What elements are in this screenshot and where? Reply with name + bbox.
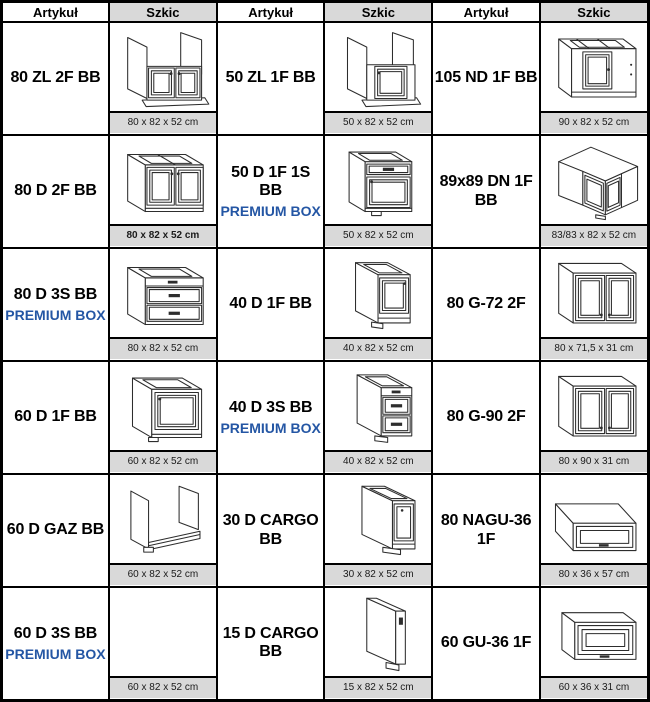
sketch-wrap [325, 24, 431, 133]
cabinet-sketch [325, 589, 431, 676]
sketch-cell [324, 248, 432, 361]
dimensions-label: 40 x 82 x 52 cm [325, 450, 431, 472]
table-body [2, 22, 649, 700]
article-name: 60 D GAZ BB [6, 521, 105, 539]
sketch-wrap [110, 589, 216, 698]
article-cell [2, 361, 109, 474]
sketch-cell [540, 361, 649, 474]
article-name: 80 NAGU-36 1F [440, 512, 532, 548]
dimensions-label: 80 x 82 x 52 cm [110, 224, 216, 246]
article-cell [2, 474, 109, 587]
product-row [2, 361, 649, 474]
sketch-wrap [110, 363, 216, 472]
sketch-cell [109, 22, 217, 135]
g-2f-icon [541, 364, 647, 450]
article-cell [432, 587, 539, 700]
sketch-wrap [541, 589, 647, 698]
sketch-wrap [541, 476, 647, 585]
dimensions-label: 60 x 82 x 52 cm [110, 563, 216, 585]
article-name: 80 ZL 2F BB [10, 69, 101, 87]
dimensions-label: 60 x 82 x 52 cm [110, 450, 216, 472]
sketch-cell [324, 474, 432, 587]
header-szkic: Szkic [324, 2, 432, 23]
dimensions-label: 80 x 90 x 31 cm [541, 450, 647, 472]
article-name: 40 D 3S BB [228, 398, 313, 416]
article-name: 30 D CARGO BB [222, 512, 319, 548]
article-cell [432, 361, 539, 474]
cabinet-sketch [325, 137, 431, 224]
sketch-cell [109, 587, 217, 700]
cabinet-sketch [110, 363, 216, 450]
article-cell [217, 22, 324, 135]
article-cell [432, 22, 539, 135]
d-gaz-icon [110, 477, 216, 563]
sketch-wrap [110, 137, 216, 246]
sketch-wrap [325, 589, 431, 698]
article-cell [217, 248, 324, 361]
sketch-wrap [110, 476, 216, 585]
cabinet-sketch [325, 476, 431, 563]
dimensions-label: 80 x 82 x 52 cm [110, 111, 216, 133]
cabinet-sketch [325, 24, 431, 111]
sketch-cell [540, 22, 649, 135]
cargo-15-icon [325, 589, 431, 675]
sketch-cell [324, 135, 432, 248]
cabinet-sketch [541, 250, 647, 337]
dimensions-label: 15 x 82 x 52 cm [325, 676, 431, 698]
dimensions-label: 90 x 82 x 52 cm [541, 111, 647, 133]
dimensions-label: 83/83 x 82 x 52 cm [541, 224, 647, 246]
sketch-wrap [541, 24, 647, 133]
product-row [2, 587, 649, 700]
article-cell [217, 587, 324, 700]
dimensions-label: 60 x 82 x 52 cm [110, 676, 216, 698]
sketch-wrap [541, 137, 647, 246]
dimensions-label: 30 x 82 x 52 cm [325, 563, 431, 585]
d-3s-80-icon [110, 251, 216, 337]
sketch-cell [540, 248, 649, 361]
header-szkic: Szkic [540, 2, 649, 23]
cabinet-sketch [325, 250, 431, 337]
nagu-36-icon [541, 477, 647, 563]
nd-1f-icon [541, 25, 647, 111]
article-name: 80 G-72 2F [446, 295, 526, 313]
cabinet-sketch [541, 24, 647, 111]
header-szkic: Szkic [109, 2, 217, 23]
article-name: 80 D 2F BB [14, 182, 97, 200]
product-row [2, 248, 649, 361]
article-name: 80 G-90 2F [446, 408, 526, 426]
d-3s-40-icon [325, 364, 431, 450]
dn-1f-icon [541, 138, 647, 224]
sink-2f-icon [110, 25, 216, 111]
d-3s-60-icon [110, 589, 216, 675]
sketch-cell [540, 587, 649, 700]
d-2f-icon [110, 138, 216, 224]
article-name: 60 GU-36 1F [440, 634, 532, 652]
article-name: 105 ND 1F BB [434, 69, 538, 87]
sketch-cell [109, 135, 217, 248]
article-name: 40 D 1F BB [229, 295, 312, 313]
premium-box-label: PREMIUM BOX [220, 203, 321, 220]
sketch-wrap [325, 476, 431, 585]
cabinet-sketch [541, 476, 647, 563]
article-name: 80 D 3S BB [13, 285, 98, 303]
header-artykul: Artykuł [432, 2, 539, 23]
cabinet-sketch [110, 589, 216, 676]
article-cell [217, 361, 324, 474]
article-cell [2, 135, 109, 248]
article-cell [217, 474, 324, 587]
d-1f-40-icon [325, 251, 431, 337]
sketch-cell [324, 587, 432, 700]
article-name: 50 D 1F 1S BB [231, 163, 311, 199]
article-cell [2, 587, 109, 700]
sketch-wrap [541, 250, 647, 359]
sketch-wrap [325, 137, 431, 246]
article-name: 50 ZL 1F BB [225, 69, 316, 87]
sink-1f-icon [325, 25, 431, 111]
sketch-cell [109, 248, 217, 361]
dimensions-label: 60 x 36 x 31 cm [541, 676, 647, 698]
sketch-cell [109, 474, 217, 587]
sketch-cell [324, 361, 432, 474]
dimensions-label: 50 x 82 x 52 cm [325, 111, 431, 133]
dimensions-label: 40 x 82 x 52 cm [325, 337, 431, 359]
article-cell [432, 474, 539, 587]
table-header [2, 2, 649, 23]
dimensions-label: 80 x 71,5 x 31 cm [541, 337, 647, 359]
premium-box-label: PREMIUM BOX [5, 645, 106, 662]
cabinet-sketch [541, 363, 647, 450]
dimensions-label: 50 x 82 x 52 cm [325, 224, 431, 246]
dimensions-label: 80 x 82 x 52 cm [110, 337, 216, 359]
cabinet-sketch [541, 589, 647, 676]
cabinet-sketch [541, 137, 647, 224]
article-cell [2, 22, 109, 135]
sketch-cell [540, 474, 649, 587]
cabinet-sketch [110, 137, 216, 224]
premium-box-label: PREMIUM BOX [5, 307, 106, 324]
cabinet-sketch [110, 476, 216, 563]
d-1f-60-icon [110, 364, 216, 450]
cabinet-sketch [110, 24, 216, 111]
sketch-wrap [325, 363, 431, 472]
sketch-wrap [325, 250, 431, 359]
article-name: 60 D 3S BB [13, 624, 98, 642]
product-row [2, 474, 649, 587]
dimensions-label: 80 x 36 x 57 cm [541, 563, 647, 585]
article-name: 15 D CARGO BB [222, 624, 319, 661]
article-cell [432, 248, 539, 361]
d-1f-1s-icon [325, 138, 431, 224]
article-cell [217, 135, 324, 248]
article-name: 89x89 DN 1F BB [439, 173, 533, 209]
cargo-30-icon [325, 477, 431, 563]
article-cell [2, 248, 109, 361]
sketch-cell [109, 361, 217, 474]
header-row [2, 2, 649, 23]
sketch-wrap [110, 250, 216, 359]
product-row [2, 135, 649, 248]
article-name: 60 D 1F BB [14, 408, 97, 426]
sketch-cell [324, 22, 432, 135]
gu-36-icon [541, 589, 647, 675]
premium-box-label: PREMIUM BOX [220, 420, 321, 437]
header-artykul: Artykuł [217, 2, 324, 23]
cabinet-sketch [325, 363, 431, 450]
sketch-cell [540, 135, 649, 248]
sketch-wrap [541, 363, 647, 472]
cabinet-sketch [110, 250, 216, 337]
article-cell [432, 135, 539, 248]
product-row [2, 22, 649, 135]
header-artykul: Artykuł [2, 2, 109, 23]
g-2f-icon [541, 251, 647, 337]
sketch-wrap [110, 24, 216, 133]
